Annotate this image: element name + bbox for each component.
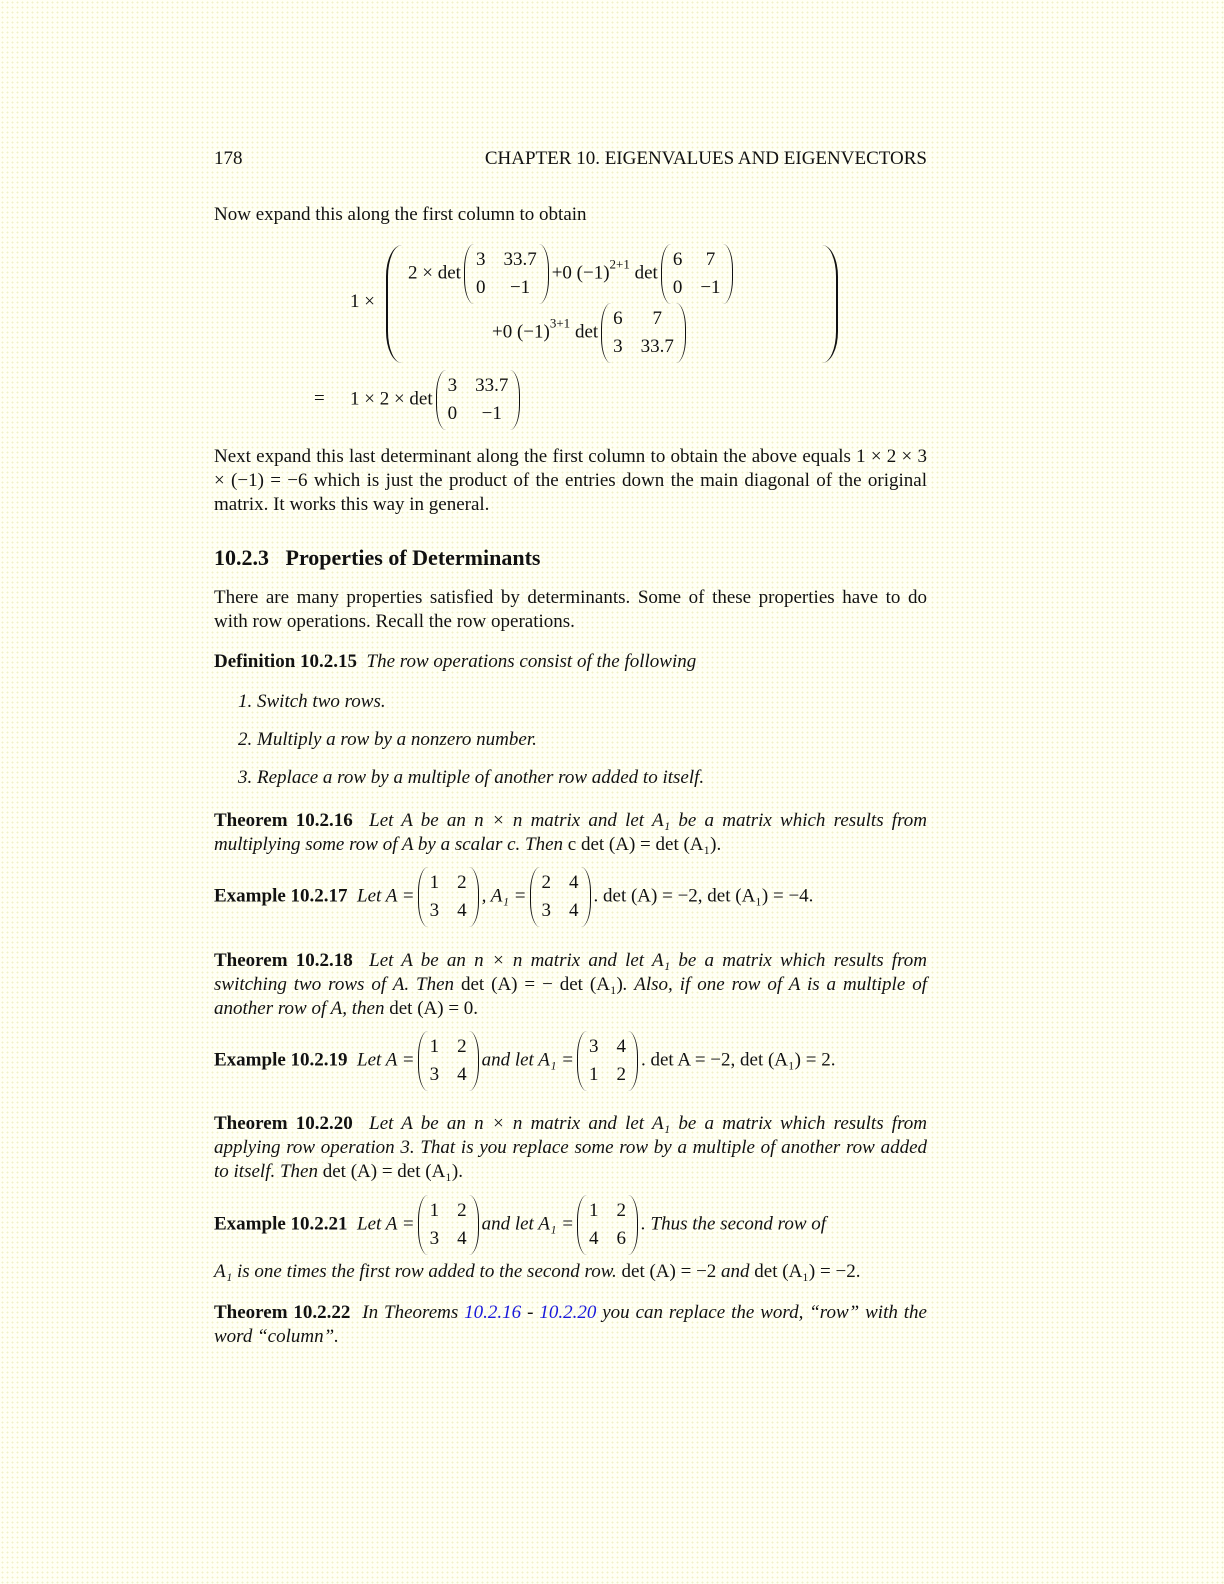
list-item: 1. Switch two rows. [238, 691, 386, 712]
matrix-cell: 4 [569, 900, 579, 921]
matrix-cell: 7 [652, 308, 663, 329]
example-label: Example 10.2.19 [214, 1049, 348, 1071]
result-prefix: 1 × 2 × det [350, 388, 433, 410]
big-right-paren [822, 245, 838, 363]
example-text: and let A₁ = [481, 1049, 574, 1071]
theorem [214, 1112, 927, 1184]
example-text: and [716, 1261, 755, 1282]
theorem-text: . Also, if one row of A is a multiple of another row of A, then [214, 974, 927, 1019]
running-header: CHAPTER 10. EIGENVALUES AND EIGENVECTORS [484, 148, 927, 169]
section-number: 10.2.3 [214, 545, 269, 570]
matrix-cell: 2 [457, 1200, 467, 1221]
example-text: Let A = [357, 1213, 415, 1235]
theorem-math: c det (A) = det (A₁). [567, 834, 722, 855]
example [214, 1199, 826, 1251]
theorem [214, 809, 927, 857]
theorem-math: det (A) = − det (A₁) [460, 974, 623, 995]
theorem-label: Theorem 10.2.22 [214, 1302, 351, 1323]
matrix-cell: 3 [429, 1064, 440, 1085]
example-label: Example 10.2.21 [214, 1213, 348, 1235]
theorem [214, 1301, 927, 1349]
example-text: and let A₁ = [481, 1213, 574, 1235]
theorem-math: det (A) = 0. [389, 998, 479, 1019]
big-left-paren [386, 245, 402, 363]
example [214, 871, 813, 923]
matrix-cell: 2 [457, 1036, 467, 1057]
example-label: Example 10.2.17 [214, 885, 348, 907]
matrix [661, 248, 733, 300]
matrix-cell: 2 [541, 872, 552, 893]
page-number: 178 [214, 148, 243, 169]
example-math: . det (A) = −2, det (A₁) = −4. [593, 885, 814, 907]
matrix-cell: 3 [475, 249, 486, 270]
term3-exponent: 3+1 [549, 315, 571, 331]
term2-prefix: +0 (−1) [551, 262, 610, 284]
term1-prefix: 2 × det [408, 262, 461, 284]
definition [214, 650, 927, 674]
definition-text: The row operations consist of the following [366, 651, 697, 672]
matrix [418, 1199, 479, 1251]
theorem-text: Let A be an n × n matrix and let A₁ be a matrix which results from multiplying some row of A by a scalar c. Then [214, 810, 927, 855]
matrix [601, 307, 686, 359]
example-math: det (A) = −2 [621, 1261, 717, 1282]
section-title: Properties of Determinants [285, 545, 541, 570]
matrix-cell: 3 [447, 375, 458, 396]
matrix-cell: 1 [589, 1200, 599, 1221]
paragraph: There are many properties satisfied by determinants. Some of these properties have to do with row operations. Recall the row operations. [214, 587, 927, 632]
matrix-cell: 0 [475, 277, 486, 298]
equals-sign: = [314, 388, 325, 409]
theorem-text: Let A be an n × n matrix and let A₁ be a matrix which results from applying row operation 3. That is you replace some row by a multiple of another row added to itself. Then [214, 1113, 927, 1182]
example [214, 1035, 835, 1087]
paragraph: Next expand this last determinant along the first column to obtain the above equals 1 × 2 × 3 × (−1) = −6 which is just the product of the entries down the main diagonal of the original matrix. It works this way in general. [214, 446, 927, 515]
theorem-label: Theorem 10.2.20 [214, 1113, 353, 1134]
matrix-cell: 1 [429, 1036, 440, 1057]
example-line-2 [214, 1261, 860, 1283]
theorem-ref-link[interactable]: 10.2.20 [539, 1302, 597, 1323]
matrix-cell: 4 [569, 872, 579, 893]
term2-exponent: 2+1 [609, 256, 630, 272]
display-row-1 [408, 248, 736, 300]
matrix-cell: 4 [457, 1064, 467, 1085]
example-math: det (A₁) = −2. [754, 1261, 861, 1282]
matrix-cell: 1 [429, 1200, 440, 1221]
matrix-cell: 4 [457, 900, 467, 921]
matrix-cell: −1 [700, 277, 721, 298]
matrix [530, 871, 591, 923]
matrix-cell: 2 [616, 1200, 626, 1221]
det-label: det [634, 262, 658, 284]
det-label: det [574, 321, 599, 343]
matrix-cell: 3 [589, 1036, 599, 1057]
dash: - [521, 1302, 540, 1323]
matrix-cell: 4 [616, 1036, 626, 1057]
example-text: Let A = [357, 885, 415, 907]
matrix [418, 871, 479, 923]
matrix [436, 374, 521, 426]
matrix-cell: 33.7 [475, 375, 509, 396]
matrix-cell: 3 [613, 336, 623, 357]
matrix-cell: 3 [541, 900, 552, 921]
matrix-cell: 4 [457, 1228, 467, 1249]
intro-text: Now expand this along the first column to obtain [214, 204, 587, 225]
matrix-cell: 6 [616, 1228, 626, 1249]
theorem-label: Theorem 10.2.16 [214, 810, 353, 831]
theorem-label: Theorem 10.2.18 [214, 950, 353, 971]
theorem-text: you can replace the word, “row” with the word “column”. [214, 1302, 927, 1347]
example-text: . Thus the second row of [641, 1213, 827, 1235]
matrix [577, 1199, 638, 1251]
matrix-cell: −1 [481, 403, 502, 424]
matrix-cell: 2 [616, 1064, 626, 1085]
matrix-cell: 4 [589, 1228, 599, 1249]
list-item: 2. Multiply a row by a nonzero number. [238, 729, 537, 750]
matrix-cell: 1 [429, 872, 440, 893]
matrix-cell: 3 [429, 900, 440, 921]
matrix [464, 248, 549, 300]
matrix-cell: −1 [509, 277, 531, 298]
matrix-cell: 3 [429, 1228, 440, 1249]
matrix-cell: 0 [672, 277, 683, 298]
display-result [350, 374, 523, 426]
example-text: , A₁ = [481, 885, 527, 907]
theorem-text: In Theorems [362, 1302, 465, 1323]
matrix-cell: 7 [705, 249, 716, 270]
matrix-cell: 6 [613, 308, 623, 329]
term3-prefix: +0 (−1) [492, 321, 550, 343]
display-row-2 [492, 307, 689, 359]
matrix-cell: 0 [447, 403, 458, 424]
theorem [214, 949, 927, 1021]
section-heading [214, 545, 540, 571]
matrix [577, 1035, 638, 1087]
matrix [418, 1035, 479, 1087]
matrix-cell: 33.7 [503, 249, 537, 270]
list-item: 3. Replace a row by a multiple of another row added to itself. [238, 767, 705, 788]
matrix-cell: 33.7 [640, 336, 674, 357]
example-math: . det A = −2, det (A₁) = 2. [641, 1049, 836, 1071]
theorem-text: Let A be an n × n matrix and let A₁ be a matrix which results from switching two rows of A. Then [214, 950, 927, 995]
example-text: A₁ is one times the first row added to the second row. [214, 1261, 622, 1282]
matrix-cell: 6 [672, 249, 683, 270]
theorem-math: det (A) = det (A₁). [322, 1161, 463, 1182]
theorem-ref-link[interactable]: 10.2.16 [464, 1302, 522, 1323]
matrix-cell: 1 [589, 1064, 599, 1085]
definition-label: Definition 10.2.15 [214, 651, 358, 672]
matrix-cell: 2 [457, 872, 467, 893]
example-text: Let A = [357, 1049, 415, 1071]
lead-factor: 1 × [350, 291, 375, 312]
